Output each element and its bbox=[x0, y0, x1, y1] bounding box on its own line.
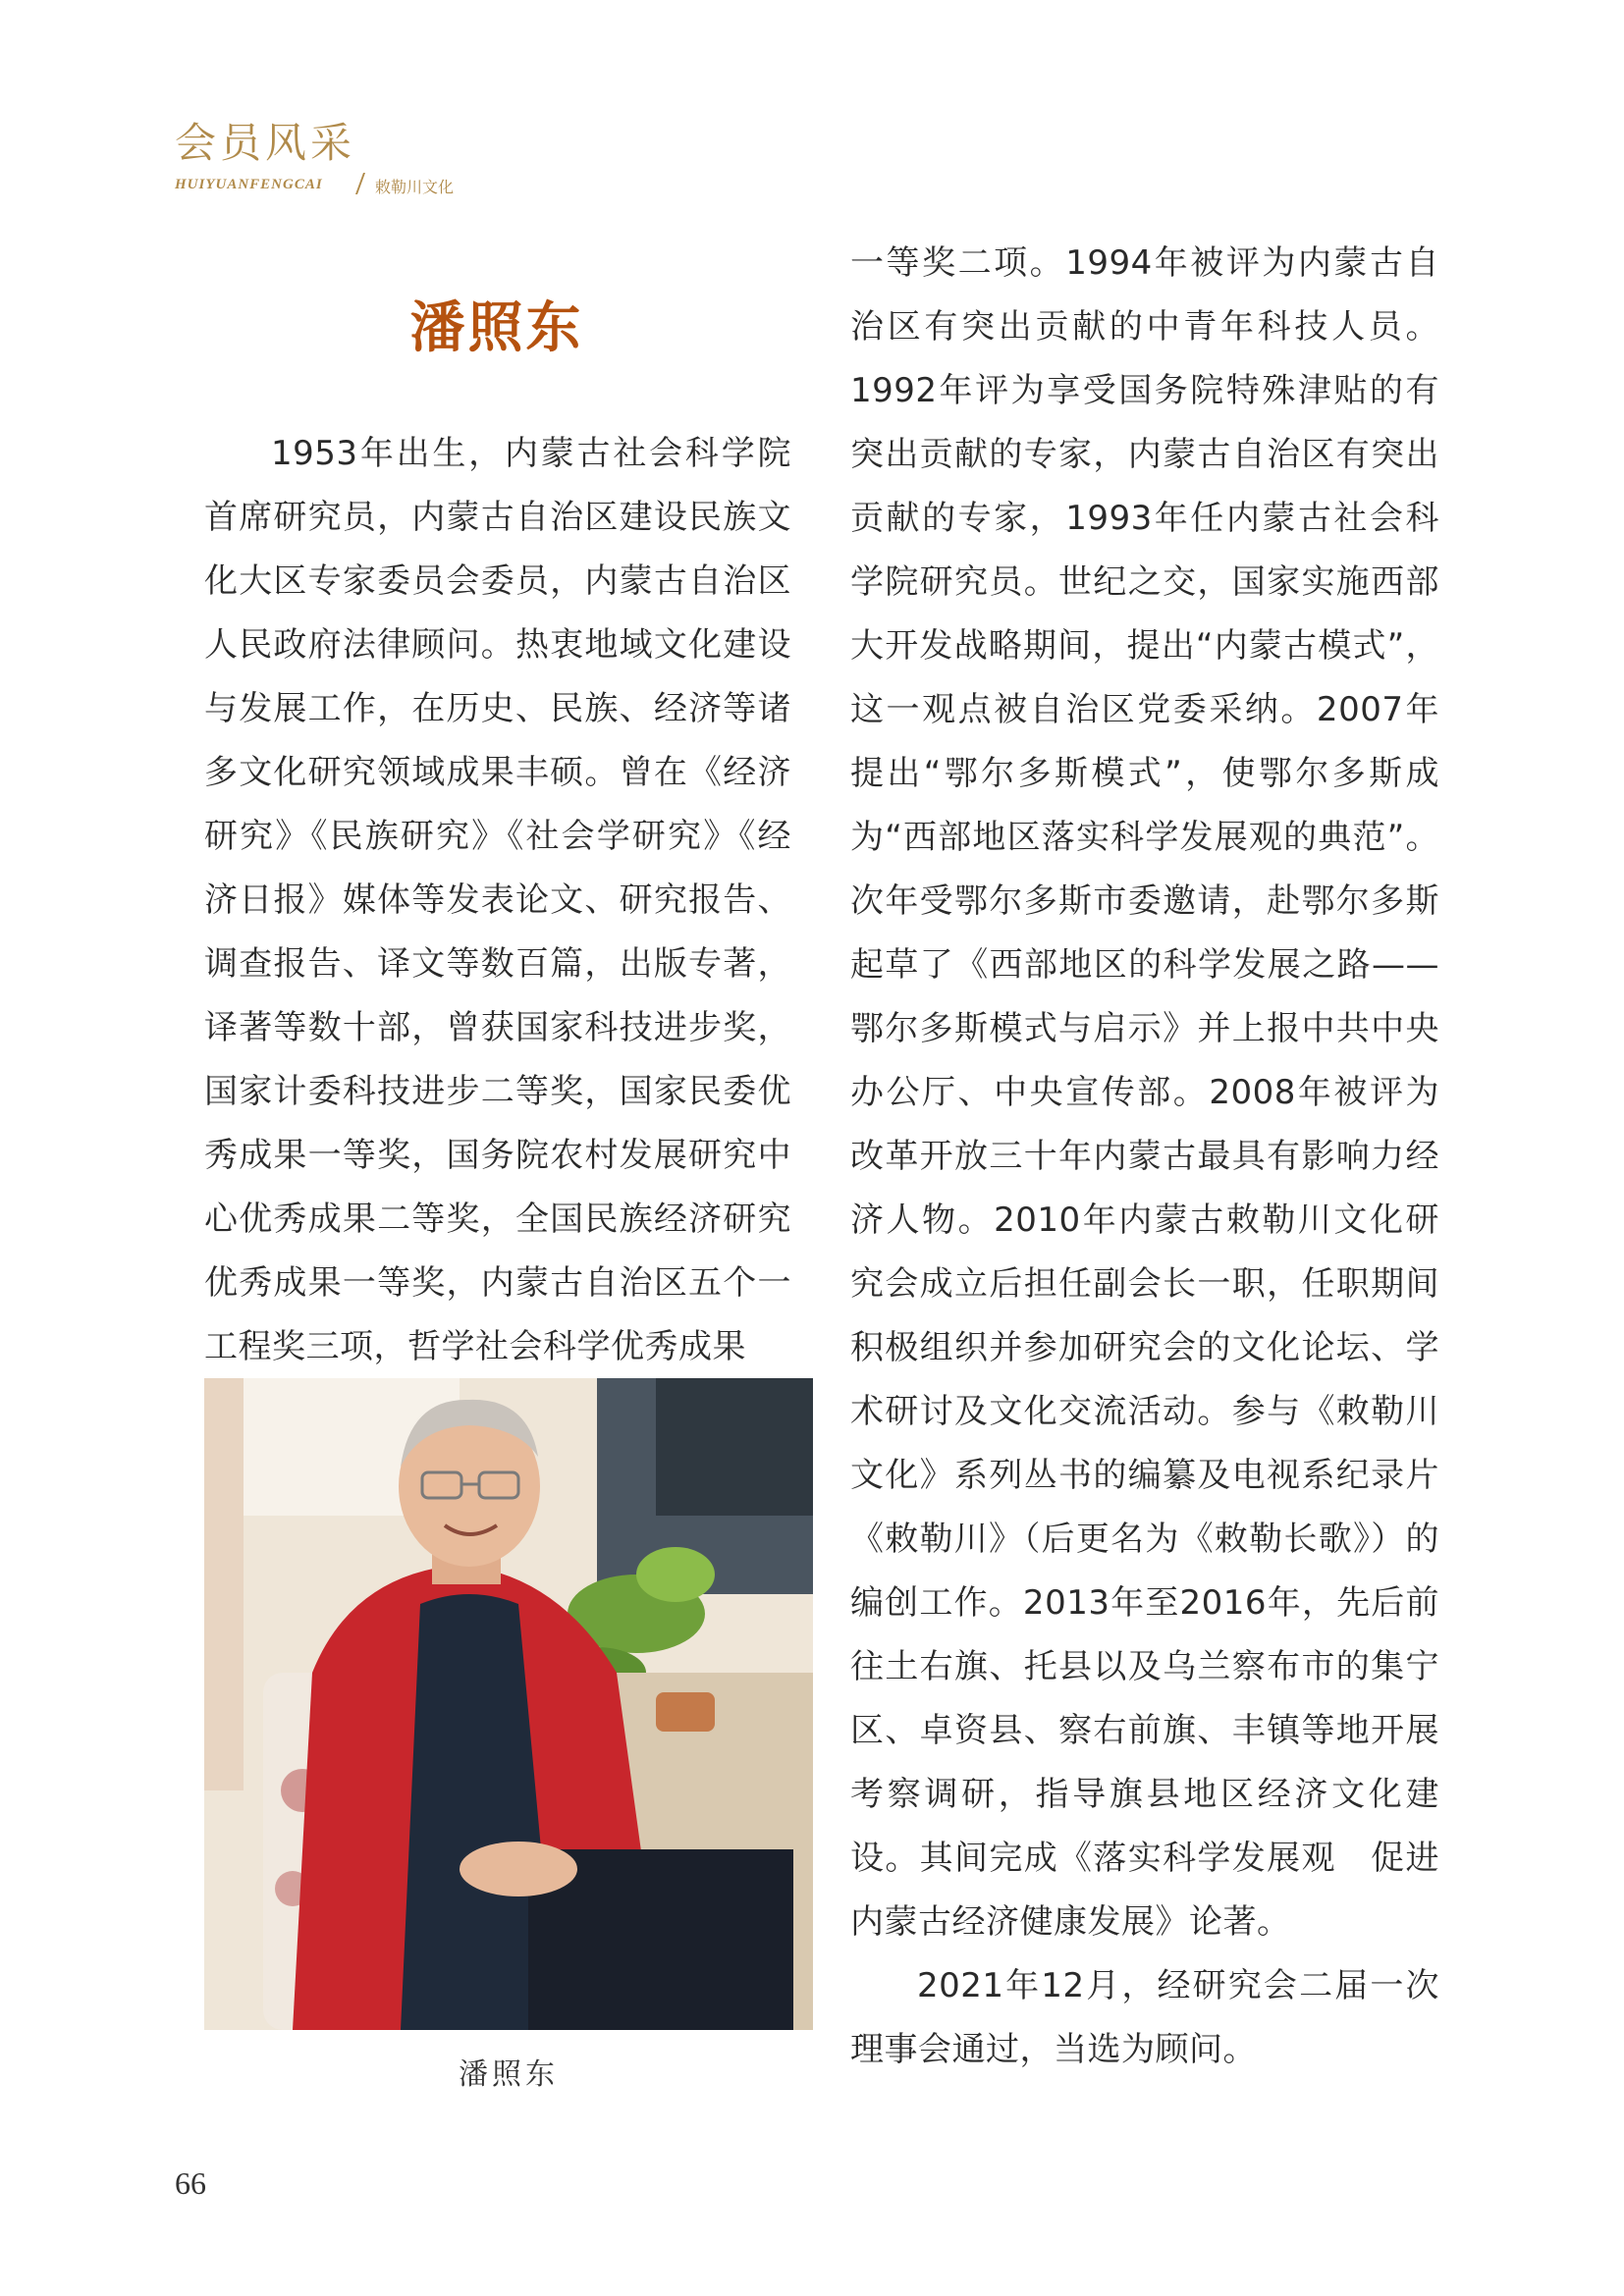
section-title: 会员风采 bbox=[175, 119, 356, 167]
left-column bbox=[204, 422, 791, 1364]
photo-caption: 潘照东 bbox=[459, 2057, 559, 2092]
biography-paragraph-1: 1953年出生，内蒙古社会科学院首席研究员，内蒙古自治区建设民族文化大区专家委员会委员，内蒙古自治区人民政府法律顾问。热衷地域文化建设与发展工作，在历史、民族、经济等诸多文化研究领域成果丰硕。曾在《经济研究》《民族研究》《社会学研究》《经济日报》媒体等发表论文、研究报告、调查报告、译文等数百篇，出版专著，译著等数十部，曾获国家科技进步奖，国家计委科技进步二等奖，国家民委优秀成果一等奖，国务院农村发展研究中心优秀成果二等奖，全国民族经济研究优秀成果一等奖，内蒙古自治区五个一工程奖三项，哲学社会科学优秀成果 bbox=[204, 434, 791, 1364]
biography-paragraph-2: 一等奖二项。1994年被评为内蒙古自治区有突出贡献的中青年科技人员。1992年评为享受国务院特殊津贴的有突出贡献的专家，内蒙古自治区有突出贡献的专家，1993年任内蒙古社会科学院研究员。世纪之交，国家实施西部大开发战略期间，提出“内蒙古模式”，这一观点被自治区党委采纳。2007年提出“鄂尔多斯模式”，使鄂尔多斯成为“西部地区落实科学发展观的典范”。次年受鄂尔多斯市委邀请，赴鄂尔多斯起草了《西部地区的科学发展之路——鄂尔多斯模式与启示》并上报中共中央办公厅、中央宣传部。2008年被评为改革开放三十年内蒙古最具有影响力经济人物。2010年内蒙古敕勒川文化研究会成立后担任副会长一职，任职期间积极组织并参加研究会的文化论坛、学术研讨及文化交流活动。参与《敕勒川文化》系列丛书的编纂及电视系纪录片《敕勒川》（后更名为《敕勒长歌》）的编创工作。2013年至2016年，先后前往土右旗、托县以及乌兰察布市的集宁区、卓资县、察右前旗、丰镇等地开展考察调研，指导旗县地区经济文化建设。其间完成《落实科学发展观 促进内蒙古经济健康发展》论著。 bbox=[850, 243, 1439, 1942]
biography-paragraph-3: 2021年12月，经研究会二届一次理事会通过，当选为顾问。 bbox=[850, 1966, 1439, 2067]
section-header bbox=[175, 116, 764, 204]
section-pinyin: HUIYUANFENGCAI bbox=[175, 177, 323, 192]
right-column bbox=[850, 232, 1439, 2067]
header-divider bbox=[355, 173, 365, 194]
page-number: 66 bbox=[175, 2165, 206, 2201]
portrait-photo bbox=[204, 1378, 813, 2030]
article-title: 潘照东 bbox=[409, 296, 584, 360]
section-subtitle: 敕勒川文化 bbox=[375, 178, 455, 196]
